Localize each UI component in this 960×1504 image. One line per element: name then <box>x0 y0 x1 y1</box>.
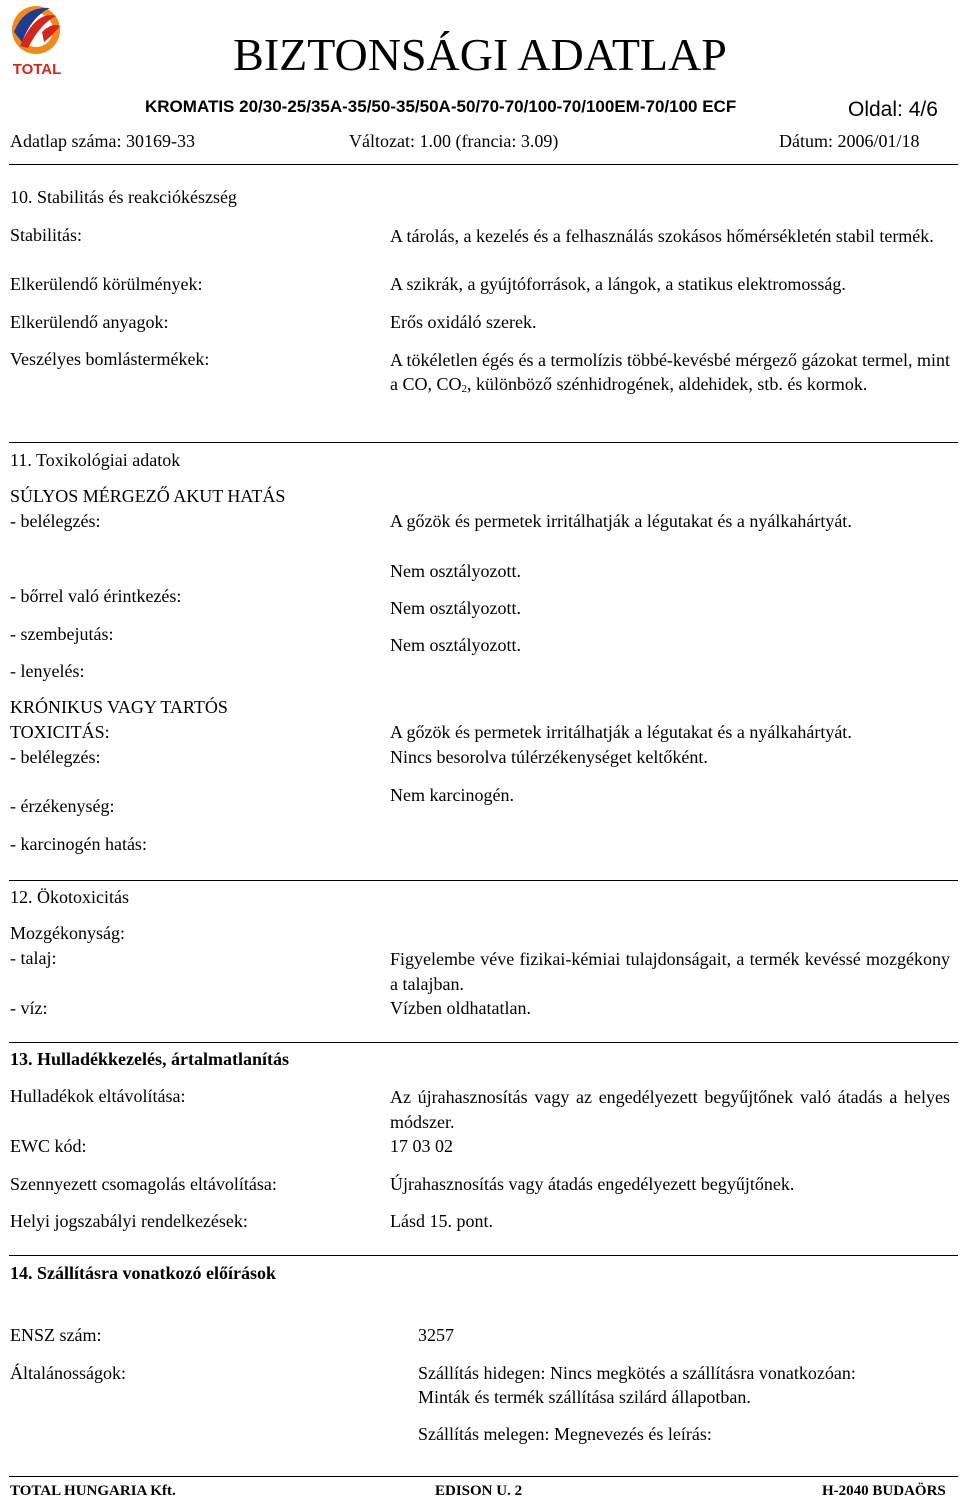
packaging-value: Újrahasznosítás vagy átadás engedélyezett begyűjtőnek. <box>390 1174 795 1194</box>
local-regulations-value: Lásd 15. pont. <box>390 1211 493 1231</box>
section-11-title: 11. Toxikológiai adatok <box>10 450 181 470</box>
carcinogenicity-value: Nem karcinogén. <box>390 785 514 805</box>
general-value-2: Minták és termék szállítása szilárd állapotban. <box>418 1387 751 1407</box>
packaging-label: Szennyezett csomagolás eltávolítása: <box>10 1174 277 1194</box>
chronic-heading: KRÓNIKUS VAGY TARTÓS <box>10 697 228 717</box>
footer-divider <box>9 1476 958 1477</box>
document-title: BIZTONSÁGI ADATLAP <box>233 29 727 80</box>
waste-label: Hulladékok eltávolítása: <box>10 1086 186 1106</box>
general-value-1: Szállítás hidegen: Nincs megkötés a szállításra vonatkozóan: <box>418 1363 856 1383</box>
inhalation-label: - belélegzés: <box>10 511 101 531</box>
page-number: Oldal: 4/6 <box>848 98 938 121</box>
ewc-label: EWC kód: <box>10 1136 87 1156</box>
water-label: - víz: <box>10 998 48 1018</box>
divider <box>9 1255 958 1256</box>
eye-value: Nem osztályozott. <box>390 598 521 618</box>
product-name: KROMATIS 20/30-25/35A-35/50-35/50A-50/70-70/100-70/100EM-70/100 ECF <box>145 97 737 116</box>
soil-label: - talaj: <box>10 948 57 968</box>
skin-value: Nem osztályozott. <box>390 561 521 581</box>
ewc-value: 17 03 02 <box>390 1136 453 1156</box>
general-value-3: Szállítás melegen: Megnevezés és leírás: <box>418 1424 712 1444</box>
chronic-heading-cont: TOXICITÁS: <box>10 722 110 742</box>
decomposition-value: A tökéletlen égés és a termolízis többé-kevésbé mérgező gázokat termel, mint a CO, $CO_2$, különböző szénhidrogének, aldehidek, stb. és kormok. <box>390 350 950 395</box>
waste-value: Az újrahasznosítás vagy az engedélyezett begyűjtőnek való átadás a helyes módszer. <box>390 1087 950 1132</box>
eye-label: - szembejutás: <box>10 624 114 644</box>
skin-label: - bőrrel való érintkezés: <box>10 586 182 606</box>
avoid-conditions-label: Elkerülendő körülmények: <box>10 274 203 294</box>
decomposition-label: Veszélyes bomlástermékek: <box>10 349 210 369</box>
section-14-title: 14. Szállításra vonatkozó előírások <box>10 1263 276 1283</box>
avoid-materials-value: Erős oxidáló szerek. <box>390 312 537 332</box>
avoid-materials-label: Elkerülendő anyagok: <box>10 312 169 332</box>
un-number-value: 3257 <box>418 1325 454 1345</box>
water-value: Vízben oldhatatlan. <box>390 998 531 1018</box>
general-label: Általánosságok: <box>10 1363 126 1383</box>
footer-city: H-2040 BUDAÖRS <box>822 1483 946 1499</box>
version: Változat: 1.00 (francia: 3.09) <box>349 131 559 151</box>
soil-value: Figyelembe véve fizikai-kémiai tulajdonságait, a termék kevéssé mozgékony a talajban. <box>390 949 950 994</box>
stability-value: A tárolás, a kezelés és a felhasználás szokásos hőmérsékletén stabil termék. <box>390 226 934 246</box>
chronic-inhalation-label: - belélegzés: <box>10 747 101 767</box>
divider <box>9 442 958 443</box>
logo-wordmark: TOTAL <box>12 61 62 78</box>
stability-label: Stabilitás: <box>10 225 82 245</box>
ingestion-label: - lenyelés: <box>10 661 85 681</box>
carcinogenicity-label: - karcinogén hatás: <box>10 834 147 854</box>
footer-street: EDISON U. 2 <box>435 1483 523 1499</box>
section-12-title: 12. Ökotoxicitás <box>10 887 129 907</box>
acute-heading: SÚLYOS MÉRGEZŐ AKUT HATÁS <box>10 486 286 506</box>
divider <box>9 1042 958 1043</box>
date: Dátum: 2006/01/18 <box>779 131 920 151</box>
chronic-inhalation-value: A gőzök és permetek irritálhatják a légutakat és a nyálkahártyát. <box>390 722 852 742</box>
inhalation-value: A gőzök és permetek irritálhatják a légutakat és a nyálkahártyát. <box>390 511 852 531</box>
mobility-label: Mozgékonyság: <box>10 923 125 943</box>
un-number-label: ENSZ szám: <box>10 1325 102 1345</box>
header-divider <box>9 164 958 165</box>
divider <box>9 880 958 881</box>
ingestion-value: Nem osztályozott. <box>390 635 521 655</box>
sensitisation-value: Nincs besorolva túlérzékenységet keltőként. <box>390 747 708 767</box>
local-regulations-label: Helyi jogszabályi rendelkezések: <box>10 1211 248 1231</box>
footer-company: TOTAL HUNGARIA Kft. <box>10 1483 176 1499</box>
section-13-title: 13. Hulladékkezelés, ártalmatlanítás <box>10 1049 289 1069</box>
avoid-conditions-value: A szikrák, a gyújtóforrások, a lángok, a statikus elektromosság. <box>390 274 846 294</box>
section-10-title: 10. Stabilitás és reakciókészség <box>10 187 237 207</box>
sheet-number: Adatlap száma: 30169-33 <box>10 131 195 151</box>
sensitisation-label: - érzékenység: <box>10 796 115 816</box>
